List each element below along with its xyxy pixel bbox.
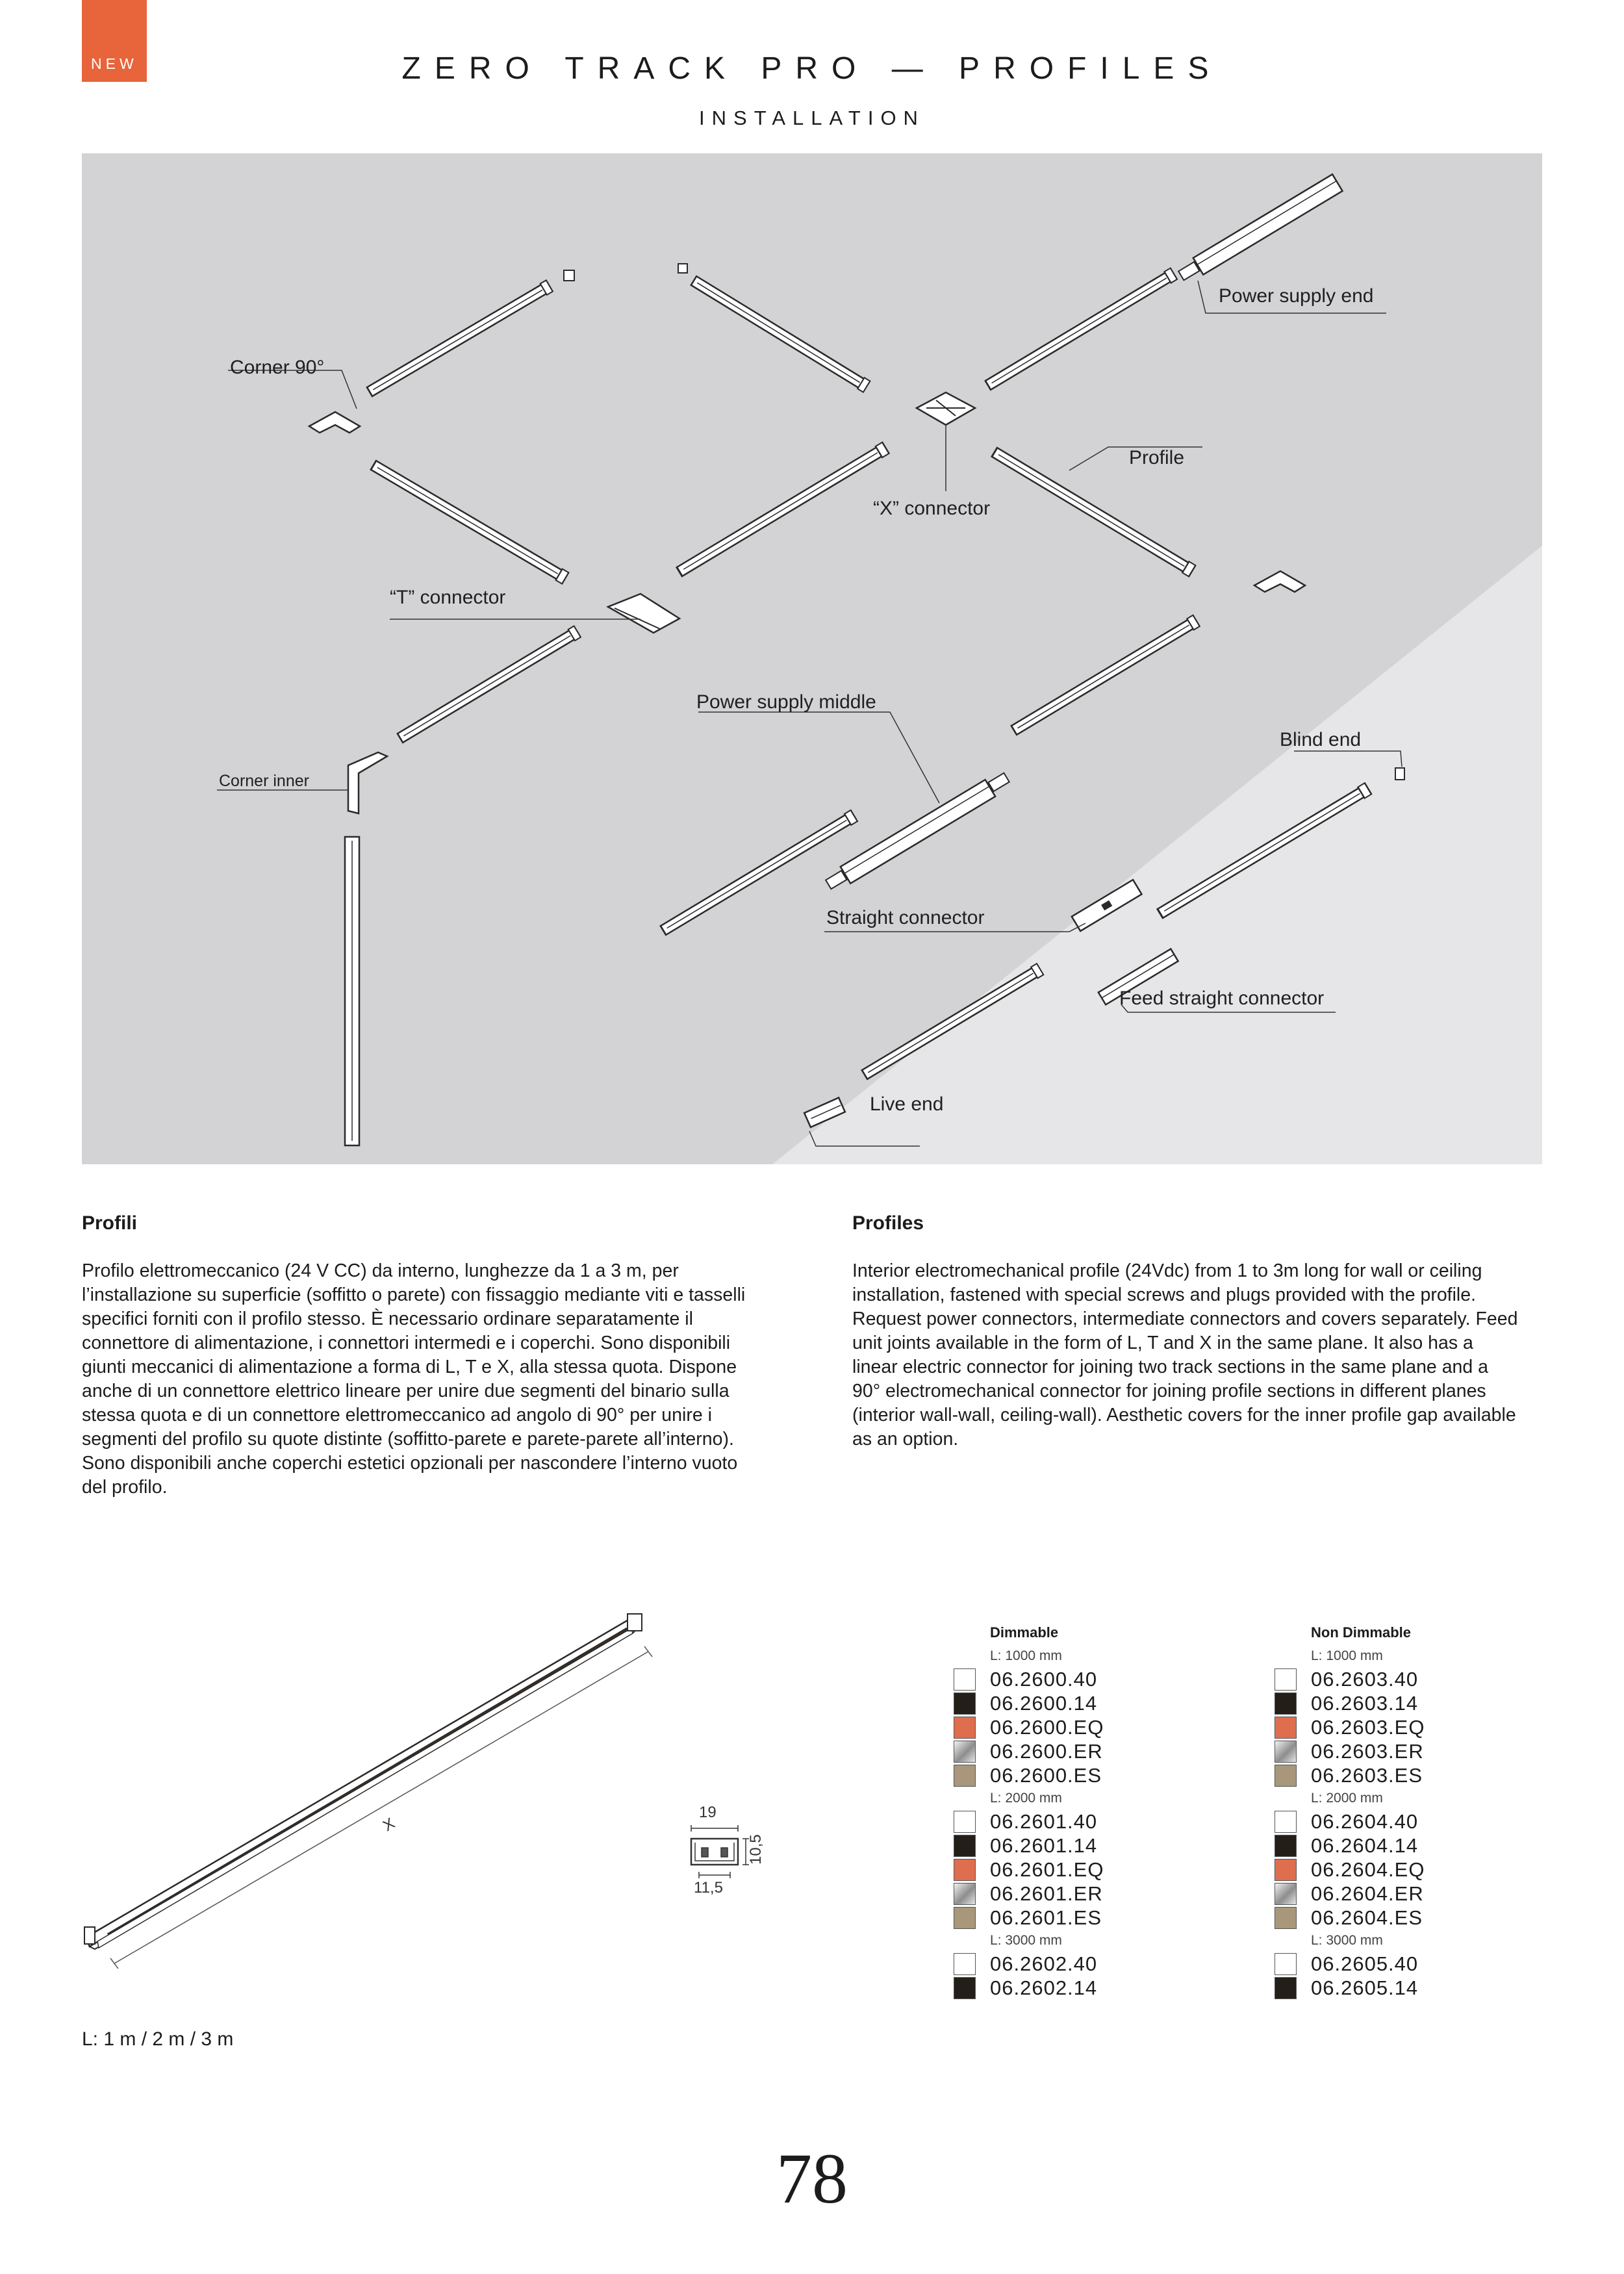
product-code: 06.2600.40 [990,1668,1098,1691]
page-number: 78 [776,2139,848,2218]
code-row [990,1882,1185,1906]
label-profile: Profile [1129,447,1185,468]
code-row [1311,1739,1506,1763]
new-badge-label: NEW [91,55,138,72]
code-row [1311,1715,1506,1739]
length-1000: L: 1000 mm [1311,1648,1383,1663]
code-row [990,1976,1185,2000]
heading-it: Profili [82,1212,138,1234]
finish-copper-swatch [954,1717,976,1739]
label-corner-90: Corner 90° [230,357,325,378]
product-code: 06.2605.40 [1311,1952,1419,1975]
label-corner-inner: Corner inner [219,772,309,790]
length-2000: L: 2000 mm [990,1791,1062,1806]
wall-rail [345,837,359,1145]
code-row [990,1906,1185,1930]
blind-end-part [1395,768,1404,780]
code-row [990,1809,1185,1833]
non-dimmable-codes [1311,1620,1506,2000]
profile-body [84,1614,642,1949]
product-code: 06.2604.ES [1311,1906,1423,1929]
code-row [990,1952,1185,1976]
page-title: ZERO TRACK PRO — PROFILES [401,51,1223,86]
section-shape [691,1825,749,1878]
dimmable-codes [990,1620,1185,2000]
code-row [1311,1691,1506,1715]
product-code: 06.2601.ES [990,1906,1102,1929]
width-dimension: 19 [699,1804,717,1821]
product-code: 06.2604.EQ [1311,1858,1425,1881]
finish-chrome-swatch [954,1741,976,1763]
length-2000: L: 2000 mm [1311,1791,1383,1806]
finish-black-swatch [954,1693,976,1715]
finish-chrome-swatch [954,1883,976,1905]
code-row [990,1763,1185,1787]
code-row [990,1858,1185,1882]
code-row [1311,1906,1506,1930]
product-code: 06.2604.ER [1311,1882,1424,1905]
length-3000: L: 3000 mm [990,1933,1062,1948]
finish-bronze-swatch [954,1765,976,1787]
finish-black-swatch [1275,1693,1297,1715]
product-code: 06.2602.14 [990,1976,1098,1999]
profile-section [676,1800,773,1897]
code-row [990,1667,1185,1691]
end-cap-2 [678,264,687,273]
finish-bronze-swatch [1275,1907,1297,1929]
finish-copper-swatch [954,1859,976,1881]
code-row [1311,1667,1506,1691]
length-1000: L: 1000 mm [990,1648,1062,1663]
label-power-supply-end: Power supply end [1219,285,1374,307]
dimmable-heading: Dimmable [990,1624,1059,1641]
length-dimension-line [110,1646,652,1969]
product-code: 06.2603.ES [1311,1764,1423,1787]
length-symbol: X [379,1814,398,1835]
installation-illustration [82,153,1542,1164]
finish-black-swatch [1275,1835,1297,1857]
code-row [1311,1763,1506,1787]
code-row [1311,1882,1506,1906]
finish-white-swatch [954,1953,976,1975]
product-code: 06.2604.40 [1311,1810,1419,1833]
profile-drawing [82,1605,666,1969]
product-code: 06.2603.40 [1311,1668,1419,1691]
finish-chrome-swatch [1275,1741,1297,1763]
product-code: 06.2601.EQ [990,1858,1104,1881]
product-code: 06.2605.14 [1311,1976,1419,1999]
code-row [1311,1976,1506,2000]
finish-copper-swatch [1275,1859,1297,1881]
product-code: 06.2601.14 [990,1834,1098,1857]
code-row [990,1739,1185,1763]
non-dimmable-heading: Non Dimmable [1311,1624,1412,1641]
lengths-label: L: 1 m / 2 m / 3 m [82,2028,234,2050]
label-blind-end: Blind end [1280,729,1362,750]
product-code: 06.2600.14 [990,1692,1098,1715]
label-t-connector: “T” connector [390,587,506,608]
body-it: Profilo elettromeccanico (24 V CC) da interno, lunghezze da 1 a 3 m, per l’installazione su superficie (soffitto o parete) con fissaggio mediante viti e tasselli specifici forniti con il profilo stesso. È necessario ordinare separatamente il connettore di alimentazione, i connettori intermedi e i coperchi. Sono disponibili giunti meccanici di alimentazione a forma di L, T e X, alla stessa quota. Dispone anche di un connettore elettrico lineare per unire due segmenti del binario sulla stessa quota e di un connettore elettromeccanico ad angolo di 90° per unire i segmenti del profilo su quote distinte (soffitto-parete e parete-parete all’interno). Sono disponibili anche coperchi estetici opzionali per nascondere l’interno vuoto del profilo. [82,1260,746,1498]
code-row [1311,1809,1506,1833]
product-code: 06.2602.40 [990,1952,1098,1975]
code-row [1311,1952,1506,1976]
finish-white-swatch [1275,1668,1297,1691]
height-dimension: 10,5 [747,1834,765,1865]
heading-en: Profiles [852,1212,924,1234]
finish-white-swatch [954,1811,976,1833]
code-row [1311,1858,1506,1882]
product-code: 06.2601.40 [990,1810,1098,1833]
end-cap-1 [564,270,574,281]
inner-dimension: 11,5 [694,1879,723,1897]
finish-black-swatch [954,1835,976,1857]
label-live-end: Live end [870,1093,944,1115]
product-code: 06.2600.ES [990,1764,1102,1787]
finish-white-swatch [1275,1953,1297,1975]
code-row [990,1833,1185,1858]
code-row [990,1715,1185,1739]
product-code: 06.2603.14 [1311,1692,1419,1715]
product-code: 06.2603.ER [1311,1740,1424,1763]
finish-black-swatch [954,1977,976,1999]
finish-chrome-swatch [1275,1883,1297,1905]
length-3000: L: 3000 mm [1311,1933,1383,1948]
finish-bronze-swatch [954,1907,976,1929]
finish-white-swatch [1275,1811,1297,1833]
label-power-supply-middle: Power supply middle [696,691,876,713]
product-code: 06.2600.ER [990,1740,1103,1763]
product-code: 06.2600.EQ [990,1716,1104,1739]
page-subtitle: INSTALLATION [699,107,925,129]
finish-white-swatch [954,1668,976,1691]
finish-bronze-swatch [1275,1765,1297,1787]
finish-black-swatch [1275,1977,1297,1999]
label-x-connector: “X” connector [873,498,991,519]
body-en: Interior electromechanical profile (24Vdc) from 1 to 3m long for wall or ceiling installation, fastened with special screws and plugs provided with the profile. Request power connectors, intermediate connectors and covers separately. Feed unit joints available in the form of L, T and X in the same plane. It also has a linear electric connector for joining two track sections in the same plane and a 90° electromechanical connector for joining profile sections in different planes (interior wall-wall, ceiling-wall). Aesthetic covers for the inner profile gap available as an option. [852,1260,1518,1450]
code-row [1311,1833,1506,1858]
profile-drawing-svg [82,1605,666,1969]
product-code: 06.2604.14 [1311,1834,1419,1857]
product-code: 06.2603.EQ [1311,1716,1425,1739]
label-feed-straight-connector: Feed straight connector [1119,988,1325,1009]
finish-copper-swatch [1275,1717,1297,1739]
product-code: 06.2601.ER [990,1882,1103,1905]
code-row [990,1691,1185,1715]
label-straight-connector: Straight connector [826,907,985,928]
